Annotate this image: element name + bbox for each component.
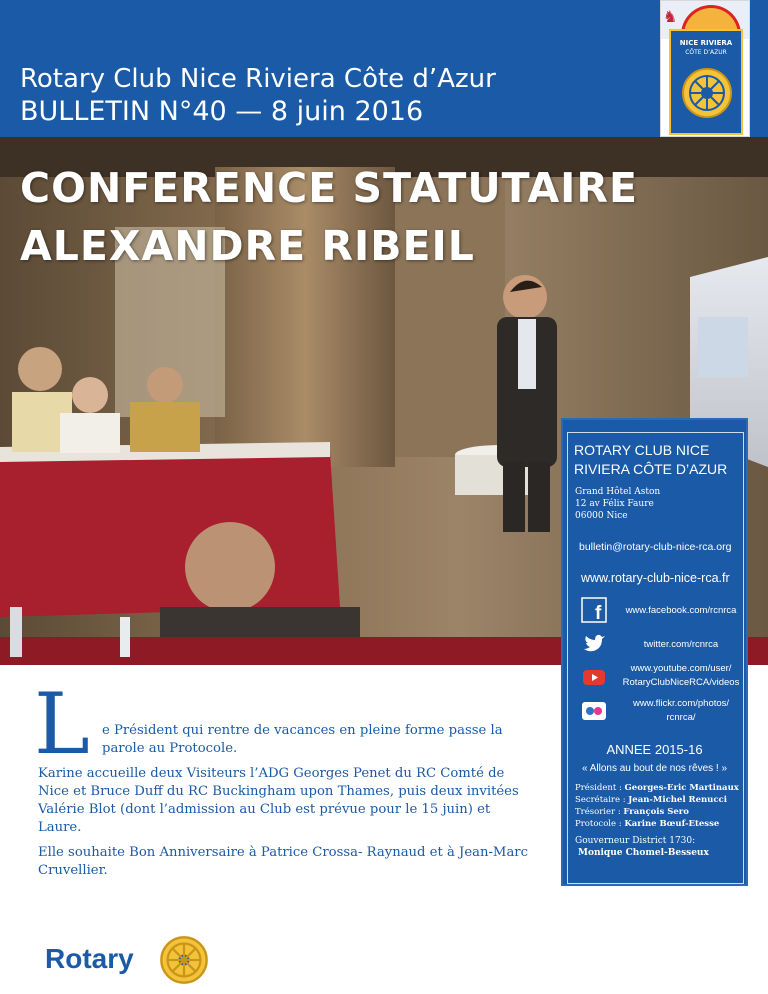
governor-label: Gouverneur District 1730: (575, 836, 696, 846)
youtube-row[interactable] (579, 660, 747, 696)
drop-cap: L (34, 675, 90, 773)
rotary-wheel-icon (152, 935, 216, 985)
youtube-link-2[interactable]: RotaryClubNiceRCA/videos (622, 677, 740, 688)
facebook-row[interactable] (579, 593, 747, 629)
paragraph-1-line-2: parole au Protocole. (102, 741, 238, 756)
paragraph-2-line-1: Karine accueille deux Visiteurs l’ADG Georges Penet du RC Comté de (38, 766, 505, 781)
paragraph-2-line-4: Laure. (38, 820, 82, 835)
sidebar-address-2: 12 av Félix Faure (575, 499, 654, 509)
sidebar-address-3: 06000 Nice (575, 511, 628, 521)
twitter-icon (581, 631, 607, 657)
rotary-wordmark: Rotary (45, 943, 134, 974)
logo-text-2: CÔTE D’AZUR (685, 49, 727, 56)
logo-text-1: NICE RIVIERA (679, 39, 733, 47)
role-president: Président : Georges-Eric Martinaux (575, 783, 739, 793)
youtube-link-1[interactable]: www.youtube.com/user/ (630, 663, 732, 674)
youtube-icon (581, 664, 607, 690)
governor-name: Monique Chomel-Besseux (578, 848, 709, 858)
bird-icon: ♞ (663, 7, 678, 26)
flickr-link-1[interactable]: www.flickr.com/photos/ (632, 698, 730, 709)
paragraph-2-line-2: Nice et Bruce Duff du RC Buckingham upon Thames, puis deux invitées (38, 784, 519, 799)
website-link[interactable]: www.rotary-club-nice-rca.fr (581, 571, 730, 585)
rotary-logo (45, 935, 235, 985)
paragraph-1-line-1: e Président qui rentre de vacances en pleine forme passe la (102, 723, 503, 738)
sidebar-title: ROTARY CLUB NICE RIVIERA CÔTE D’AZUR (574, 442, 728, 477)
bulletin-title: BULLETIN N°40 — 8 juin 2016 (20, 96, 424, 127)
facebook-link[interactable]: www.facebook.com/rcnrca (625, 605, 737, 616)
club-motto: « Allons au bout de nos rêves ! » (581, 763, 728, 774)
sidebar-address-1: Grand Hôtel Aston (575, 487, 661, 497)
header-band (0, 0, 768, 137)
headline-line-2: ALEXANDRE RIBEIL (20, 222, 475, 270)
facebook-icon (581, 597, 607, 623)
email-link[interactable]: bulletin@rotary-club-nice-rca.org (579, 541, 732, 553)
flickr-icon (581, 698, 607, 724)
flickr-link-2[interactable]: rcnrca/ (666, 712, 696, 723)
role-protocol: Protocole : Karine Bœuf-Etesse (575, 819, 720, 829)
role-secretary: Secrétaire : Jean-Michel Renucci (575, 795, 727, 805)
paragraph-2-line-3: Valérie Blot (dont l’admission au Club est prévue pour le 15 juin) et (38, 802, 491, 817)
role-treasurer: Trésorier : François Sero (575, 807, 689, 817)
flickr-row[interactable] (579, 694, 747, 730)
headline-line-1: CONFERENCE STATUTAIRE (20, 164, 639, 212)
club-name: Rotary Club Nice Riviera Côte d’Azur (20, 64, 496, 94)
svg-text:f: f (595, 603, 602, 623)
club-logo (660, 0, 750, 137)
twitter-row[interactable] (579, 627, 747, 663)
twitter-link[interactable]: twitter.com/rcnrca (643, 639, 719, 650)
paragraph-3-line-2: Cruvellier. (38, 863, 108, 878)
club-year: ANNEE 2015-16 (606, 742, 703, 757)
paragraph-3-line-1: Elle souhaite Bon Anniversaire à Patrice Crossa- Raynaud et à Jean-Marc (38, 845, 528, 860)
rotary-wheel-icon (681, 67, 733, 119)
